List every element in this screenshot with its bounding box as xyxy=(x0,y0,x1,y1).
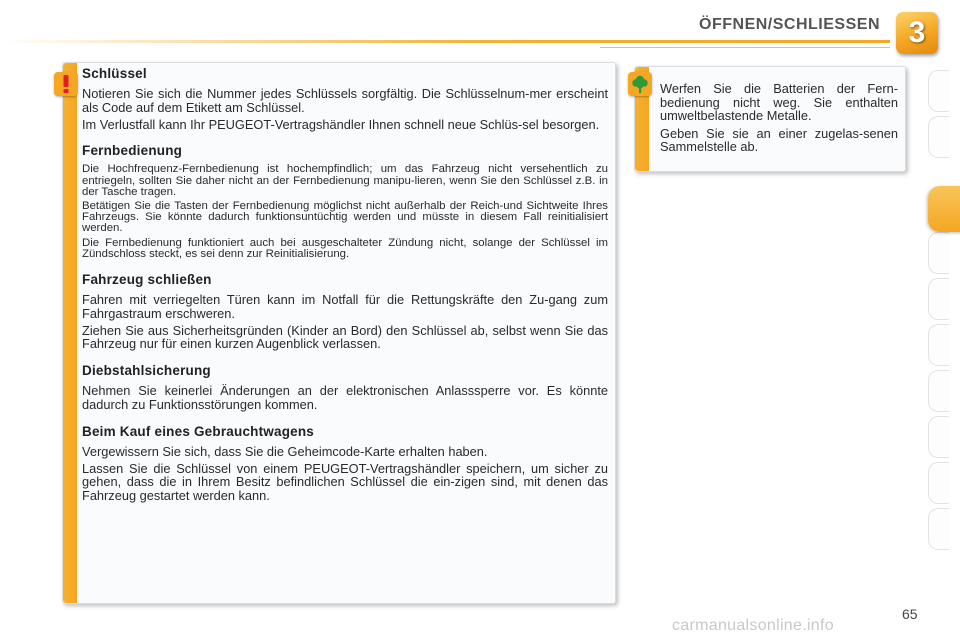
page-title: ÖFFNEN/SCHLIESSEN xyxy=(699,16,880,33)
section-title: Diebstahlsicherung xyxy=(82,363,211,379)
chapter-tab[interactable] xyxy=(928,232,949,274)
chapter-tab-active[interactable] xyxy=(928,186,960,232)
paragraph: Notieren Sie sich die Nummer jedes Schlüssels sorgfältig. Die Schlüsselnum-mer erscheint als Code auf dem Etikett am Schlüssel. xyxy=(82,86,608,115)
paragraph: Lassen Sie die Schlüssel von einem PEUGEOT-Vertragshändler speichern, um sicher zu gehen, dass die in Ihrem Besitz befindlichen Schlüssel die ein-zigen sind, mit denen das Fahrzeug gestartet werden kann. xyxy=(82,460,608,504)
watermark: carmanualsonline.info xyxy=(672,617,834,634)
section-title: Schlüssel xyxy=(82,66,147,81)
warning-content xyxy=(82,66,608,515)
section-title: Fahrzeug schließen xyxy=(82,272,212,288)
section-gebrauchtwagen xyxy=(82,424,608,503)
paragraph: Die Fernbedienung funktioniert auch bei ausgeschalteter Zündung nicht, solange der Schlüssel im Zündschloss steckt, es sei denn zur Reinitialisierung. xyxy=(82,236,608,260)
environment-note-text xyxy=(660,82,898,158)
paragraph: Werfen Sie die Batterien der Fern-bedienung nicht weg. Sie enthalten umweltbelastende Metalle. xyxy=(660,81,898,124)
section-fernbedienung xyxy=(82,143,608,260)
chapter-tab[interactable] xyxy=(928,324,949,366)
section-diebstahlsicherung xyxy=(82,363,608,412)
paragraph: Ziehen Sie aus Sicherheitsgründen (Kinder an Bord) den Schlüssel ab, selbst wenn Sie das Fahrzeug nur für einen kurzen Augenblick verlassen. xyxy=(82,322,608,352)
chapter-tab[interactable] xyxy=(928,70,949,112)
chapter-tab[interactable] xyxy=(928,116,949,158)
paragraph: Die Hochfrequenz-Fernbedienung ist hochempfindlich; um das Fahrzeug nicht versehentlich zu entriegeln, sollten Sie daher nicht an der Fernbedienung manipu-lieren, wenn Sie den Schlüssel z.B. in der Tasche tragen. xyxy=(82,163,608,198)
panel-accent-bar xyxy=(63,63,77,603)
paragraph: Geben Sie sie an einer zugelas-senen Sammelstelle ab. xyxy=(660,125,898,155)
section-fahrzeug-schliessen xyxy=(82,272,608,351)
paragraph: Im Verlustfall kann Ihr PEUGEOT-Vertragshändler Ihnen schnell neue Schlüs-sel besorgen. xyxy=(82,116,600,132)
chapter-badge: 3 xyxy=(896,12,938,54)
header-rule xyxy=(0,40,890,43)
chapter-tabs xyxy=(928,70,960,580)
section-schluessel xyxy=(82,66,608,131)
section-title: Beim Kauf eines Gebrauchtwagens xyxy=(82,423,315,439)
tree-eco-icon xyxy=(628,72,652,96)
paragraph: Nehmen Sie keinerlei Änderungen an der elektronischen Anlasssperre vor. Es könnte dadurch zu Funktionsstörungen kommen. xyxy=(82,383,608,412)
section-title: Fernbedienung xyxy=(82,143,183,159)
chapter-tab[interactable] xyxy=(928,416,949,458)
chapter-tab[interactable] xyxy=(928,370,949,412)
chapter-tab[interactable] xyxy=(928,508,949,550)
warning-exclamation-icon xyxy=(54,72,78,96)
chapter-tab[interactable] xyxy=(928,462,949,504)
paragraph: Vergewissern Sie sich, dass Sie die Geheimcode-Karte erhalten haben. xyxy=(82,443,488,459)
paragraph: Fahren mit verriegelten Türen kann im Notfall für die Rettungskräfte den Zu-gang zum Fahrgastraum erschweren. xyxy=(82,292,608,321)
paragraph: Betätigen Sie die Tasten der Fernbedienung möglichst nicht außerhalb der Reich-und Sichtweite Ihres Fahrzeugs. Sie könnte dadurch funktionsuntüchtig werden und müsste in diesem Fall reinitialisiert werden. xyxy=(82,200,608,235)
header-rule-thin xyxy=(600,47,890,48)
chapter-tab[interactable] xyxy=(928,278,949,320)
page-number: 65 xyxy=(902,606,918,622)
